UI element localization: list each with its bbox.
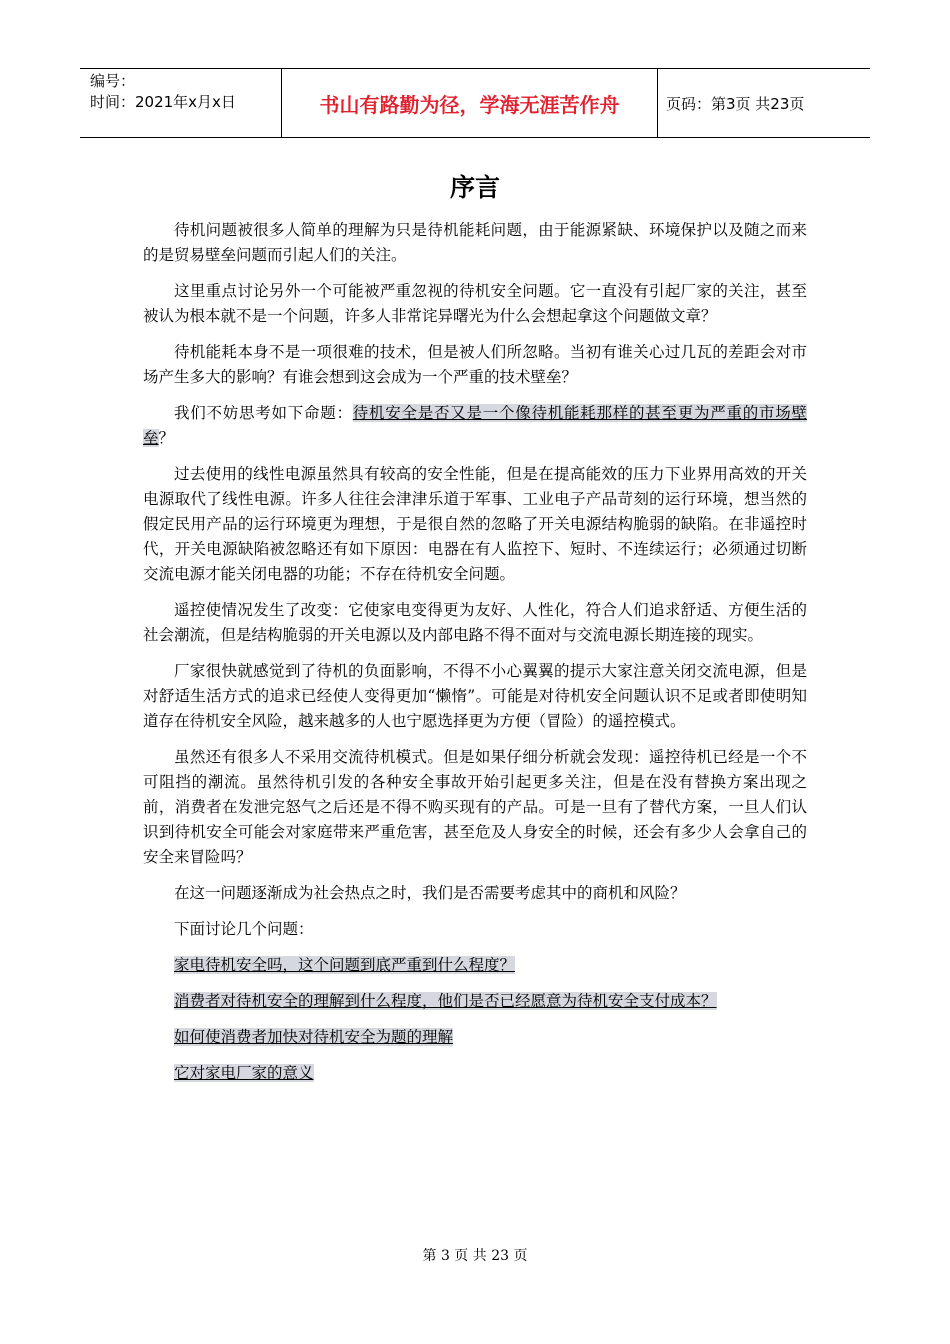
paragraph: 待机能耗本身不是一项很难的技术，但是被人们所忽略。当初有谁关心过几瓦的差距会对市场产生多大的影响？有谁会想到这会成为一个严重的技术壁垒？ xyxy=(143,343,807,386)
paragraph: 下面讨论几个问题： xyxy=(174,920,314,938)
toc-item[interactable] xyxy=(143,953,807,978)
header-motto: 书山有路勤为径，学海无涯苦作舟 xyxy=(281,69,658,137)
toc-link[interactable]: 消费者对待机安全的理解到什么程度，他们是否已经愿意为待机安全支付成本？ xyxy=(174,992,717,1010)
paragraph: 厂家很快就感觉到了待机的负面影响，不得不小心翼翼的提示大家注意关闭交流电源，但是对舒适生活方式的追求已经使人变得更加“懒惰”。可能是对待机安全问题认识不足或者即使明知道存在待机安全风险，越来越多的人也宁愿选择更为方便（冒险）的遥控模式。 xyxy=(143,662,807,730)
paragraph: 在这一问题逐渐成为社会热点之时，我们是否需要考虑其中的商机和风险？ xyxy=(174,884,686,902)
toc-link[interactable]: 家电待机安全吗，这个问题到底严重到什么程度？ xyxy=(174,956,516,974)
paragraph-suffix: ？ xyxy=(158,429,175,447)
paragraph: 这里重点讨论另外一个可能被严重忽视的待机安全问题。它一直没有引起厂家的关注，甚至被认为根本就不是一个问题，许多人非常诧异曙光为什么会想起拿这个问题做文章？ xyxy=(143,282,807,325)
toc-item[interactable] xyxy=(143,1061,807,1086)
number-label: 编号： xyxy=(90,72,136,90)
paragraph: 过去使用的线性电源虽然具有较高的安全性能，但是在提高能效的压力下业界用高效的开关电源取代了线性电源。许多人往往会津津乐道于军事、工业电子产品苛刻的运行环境，想当然的假定民用产品的运行环境更为理想，于是很自然的忽略了开关电源结构脆弱的缺陷。在非遥控时代，开关电源缺陷被忽略还有如下原因：电器在有人监控下、短时、不连续运行；必须通过切断交流电源才能关闭电器的功能；不存在待机安全问题。 xyxy=(143,465,807,583)
paragraph-prefix: 我们不妨思考如下命题： xyxy=(174,404,353,422)
page-title: 序言 xyxy=(449,173,500,202)
toc-item[interactable] xyxy=(143,989,807,1014)
header-page-label: 页码：第3页 共23页 xyxy=(666,94,805,113)
paragraph: 虽然还有很多人不采用交流待机模式。但是如果仔细分析就会发现：遥控待机已经是一个不可阻挡的潮流。虽然待机引发的各种安全事故开始引起更多关注，但是在没有替换方案出现之前，消费者在发泄完怒气之后还是不得不购买现有的产品。可是一旦有了替代方案，一旦人们认识到待机安全可能会对家庭带来严重危害，甚至危及人身安全的时候，还会有多少人会拿自己的安全来冒险吗？ xyxy=(143,748,807,866)
document-body xyxy=(143,218,807,1097)
paragraph: 遥控使情况发生了改变：它使家电变得更为友好、人性化，符合人们追求舒适、方便生活的社会潮流，但是结构脆弱的开关电源以及内部电路不得不面对与交流电源长期连接的现实。 xyxy=(143,601,807,644)
paragraph xyxy=(143,401,807,451)
toc-item[interactable] xyxy=(143,1025,807,1050)
header-meta xyxy=(80,69,281,137)
date-label: 时间：2021年x月x日 xyxy=(90,93,236,111)
toc-link[interactable]: 它对家电厂家的意义 xyxy=(174,1064,314,1082)
highlighted-link[interactable]: 待机安全是否又是一个像待机能耗那样的甚至更为严重的市场壁垒 xyxy=(143,404,807,447)
toc-link[interactable]: 如何使消费者加快对待机安全为题的理解 xyxy=(174,1028,454,1046)
paragraph: 待机问题被很多人简单的理解为只是待机能耗问题，由于能源紧缺、环境保护以及随之而来的是贸易壁垒问题而引起人们的关注。 xyxy=(143,221,807,264)
page-footer: 第 3 页 共 23 页 xyxy=(422,1248,528,1264)
page-header xyxy=(80,68,870,138)
